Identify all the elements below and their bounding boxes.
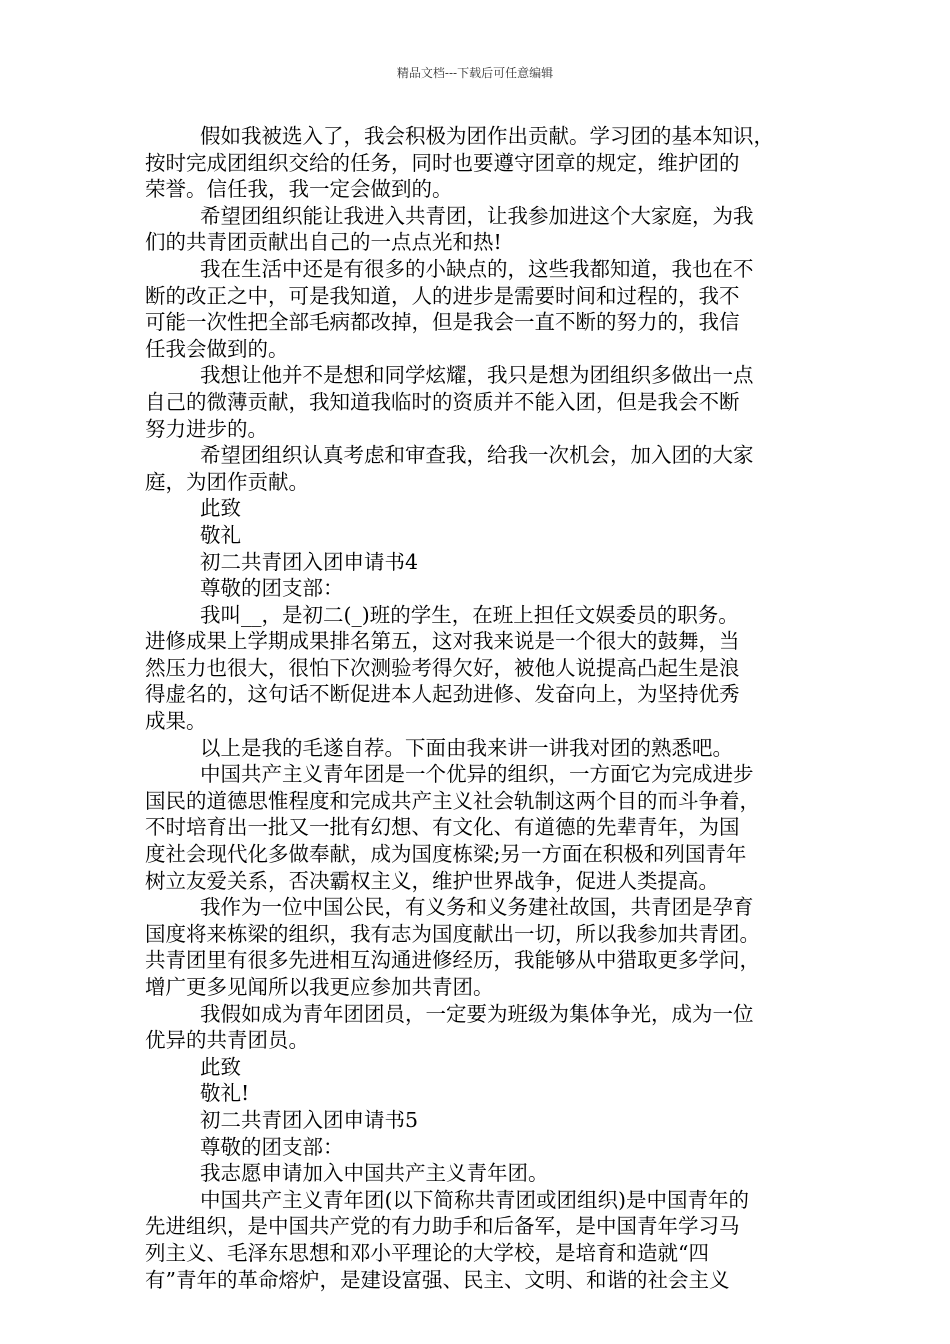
text-line: 庭，为团作贡献。	[145, 469, 309, 494]
text-line: 进修成果上学期成果排名第五，这对我来说是一个很大的鼓舞，当	[145, 629, 740, 654]
text-line: 任我会做到的。	[145, 336, 289, 361]
text-line: 中国共产主义青年团是一个优异的组织，一方面它为完成进步	[200, 762, 754, 787]
text-line: 然压力也很大，很怕下次测验考得欠好，被他人说提高凸起生是浪	[145, 655, 740, 680]
text-line: 敬礼!	[200, 1081, 250, 1106]
text-line: 成果。	[145, 709, 207, 734]
text-line: 我在生活中还是有很多的小缺点的，这些我都知道，我也在不	[200, 256, 754, 281]
text-line: 初二共青团入团申请书5	[200, 1107, 419, 1132]
text-line: 度社会现代化多做奉献，成为国度栋梁;另一方面在积极和列国青年	[145, 842, 747, 867]
text-line: 国度将来栋梁的组织，我有志为国度献出一切，所以我参加共青团。	[145, 921, 760, 946]
text-line: 我叫__，是初二(_)班的学生，在班上担任文娱委员的职务。	[200, 602, 739, 627]
text-line: 中国共产主义青年团(以下简称共青团或团组织)是中国青年的	[200, 1187, 749, 1212]
text-line: 假如我被选入了，我会积极为团作出贡献。学习团的基本知识，	[200, 124, 774, 148]
text-line: 不时培育出一批又一批有幻想、有文化、有道德的先辈青年，为国	[145, 815, 740, 840]
text-line: 有”青年的革命熔炉，是建设富强、民主、文明、和谐的社会主义	[145, 1267, 730, 1292]
text-line: 按时完成团组织交给的任务，同时也要遵守团章的规定，维护团的	[145, 150, 740, 175]
text-line: 们的共青团贡献出自己的一点点光和热!	[145, 230, 502, 255]
text-line: 我志愿申请加入中国共产主义青年团。	[200, 1161, 549, 1186]
text-line: 荣誉。信任我，我一定会做到的。	[145, 177, 453, 202]
text-line: 列主义、毛泽东思想和邓小平理论的大学校，是培育和造就“四	[145, 1240, 709, 1265]
text-line: 努力进步的。	[145, 416, 268, 441]
text-line: 初二共青团入团申请书4	[200, 549, 419, 574]
text-line: 优异的共青团员。	[145, 1028, 309, 1053]
text-line: 希望团组织认真考虑和审查我，给我一次机会，加入团的大家	[200, 443, 754, 468]
text-line: 希望团组织能让我进入共青团，让我参加进这个大家庭，为我	[200, 203, 754, 228]
text-line: 我假如成为青年团团员，一定要为班级为集体争光，成为一位	[200, 1001, 754, 1026]
text-line: 我作为一位中国公民，有义务和义务建社故国，共青团是孕育	[200, 895, 754, 920]
document-body	[145, 123, 809, 1293]
text-line: 尊敬的团支部：	[200, 576, 344, 601]
text-line: 尊敬的团支部：	[200, 1134, 344, 1159]
text-line: 自己的微薄贡献，我知道我临时的资质并不能入团，但是我会不断	[145, 389, 740, 414]
text-line: 以上是我的毛遂自荐。下面由我来讲一讲我对团的熟悉吧。	[200, 735, 733, 760]
text-line: 共青团里有很多先进相互沟通进修经历，我能够从中猎取更多学问，	[145, 948, 760, 973]
text-line: 得虚名的，这句话不断促进本人起劲进修、发奋向上，为坚持优秀	[145, 682, 740, 707]
text-line: 敬礼	[200, 522, 241, 547]
text-line: 此致	[200, 496, 241, 521]
text-line: 树立友爱关系，否决霸权主义，维护世界战争，促进人类提高。	[145, 868, 719, 893]
text-line: 国民的道德思惟程度和完成共产主义社会轨制这两个目的而斗争着，	[145, 788, 760, 813]
text-line: 断的改正之中，可是我知道，人的进步是需要时间和过程的，我不	[145, 283, 740, 308]
text-line: 可能一次性把全部毛病都改掉，但是我会一直不断的努力的，我信	[145, 310, 740, 335]
text-line: 先进组织，是中国共产党的有力助手和后备军，是中国青年学习马	[145, 1214, 740, 1239]
text-line: 增广更多见闻所以我更应参加共青团。	[145, 975, 494, 999]
text-line: 此致	[200, 1054, 241, 1079]
text-line: 我想让他并不是想和同学炫耀，我只是想为团组织多做出一点	[200, 363, 754, 388]
page-header: 精品文档---下载后可任意编辑	[396, 66, 554, 80]
